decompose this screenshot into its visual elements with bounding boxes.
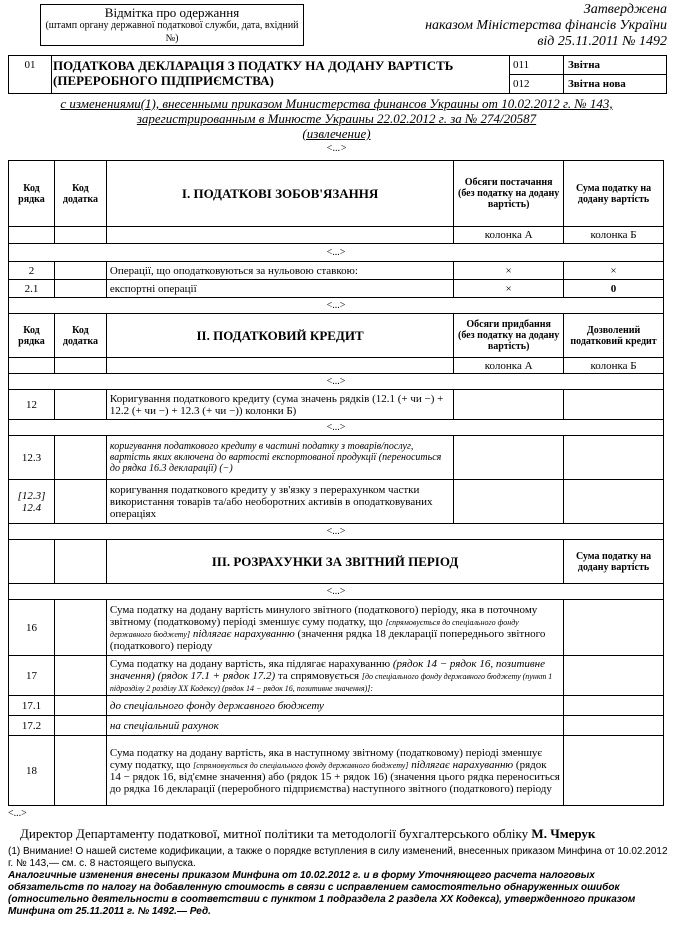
row-value-a[interactable] xyxy=(454,436,564,480)
row-value-b[interactable]: × xyxy=(564,262,664,280)
row-code: 17 xyxy=(9,656,55,696)
report-type-num: 011 xyxy=(510,56,564,74)
row-value-a[interactable] xyxy=(454,390,564,420)
row-value-a[interactable]: × xyxy=(454,262,564,280)
row-text xyxy=(106,600,563,656)
report-type-row[interactable] xyxy=(510,56,667,75)
row-text-italic: підлягає нарахуванню xyxy=(192,627,295,640)
table-row xyxy=(9,262,664,280)
col-a-label: колонка А xyxy=(454,227,564,244)
row-code: 18 xyxy=(9,736,55,806)
row-value-a[interactable] xyxy=(454,480,564,524)
row-code: 12.3 xyxy=(9,436,55,480)
table-row xyxy=(9,280,664,298)
approved-line-2: наказом Міністерства фінансів України xyxy=(425,18,667,33)
footer-ellipsis: <...> xyxy=(8,808,27,819)
note-paragraph-1: (1) Внимание! О нашей системе кодификации, а также о порядке вступления в силу изменений, внесенных приказом Минфина от 10.02.2012 г. № 143,— см. с. 8 настоящего выпуска. xyxy=(8,846,668,869)
section-3-header xyxy=(9,540,664,584)
director-title: Директор Департаменту податкової, митної політики та методології бухгалтерського обліку xyxy=(20,826,529,841)
declaration-header xyxy=(8,55,667,94)
table-row xyxy=(9,390,664,420)
col-b-header: Дозволений податковий кредит xyxy=(564,314,664,358)
ellipsis: <...> xyxy=(9,374,664,390)
row-value-a[interactable]: × xyxy=(454,280,564,298)
col-appendix-code: Код додатка xyxy=(54,314,106,358)
stamp-subtitle: (штамп органу державної податкової служби, дата, вхідний №) xyxy=(45,20,299,44)
row-value-b[interactable] xyxy=(564,600,664,656)
table-row xyxy=(9,436,664,480)
report-type-label: Звітна нова xyxy=(568,78,626,90)
ellipsis: <...> xyxy=(9,524,664,540)
approved-line-3: від 25.11.2011 № 1492 xyxy=(537,34,667,49)
row-text-small: [спрямовується до спеціального фонду державного бюджету] xyxy=(109,617,519,639)
row-text-main: Сума податку на додану вартість минулого звітного (податкового) періоду, яка в поточному звітному (податковому) періоді зменшує суму податку, що xyxy=(109,603,538,628)
row-text xyxy=(106,736,563,806)
row-text-main: Сума податку на додану вартість, яка підлягає нарахуванню xyxy=(109,657,391,670)
row-text-small: [спрямовується до спеціального фонду державного бюджету] xyxy=(193,760,409,770)
amendments-line-2: зарегистрированным в Минюсте Украины 22.02.2012 г. за № 274/20587 xyxy=(136,111,537,126)
section-1-header xyxy=(9,161,664,227)
report-type-codes xyxy=(509,56,667,93)
col-row-code: Код рядка xyxy=(9,161,55,227)
section-2-header xyxy=(9,314,664,358)
table-row xyxy=(9,656,664,696)
ellipsis: <...> xyxy=(9,584,664,600)
table-row xyxy=(9,480,664,524)
table-row xyxy=(9,716,664,736)
ellipsis: <...> xyxy=(9,298,664,314)
row-text-tail: та спрямовується xyxy=(277,669,360,682)
row-code: 17.1 xyxy=(9,696,55,716)
row-text-tail: (рядок 14 − рядок 16, від'ємне значення) або (рядок 15 + рядок 16) (значення цього рядка переноситься до рядка 16 декларації (переробного підприємства) наступного звітного (податкового) періоду xyxy=(109,758,560,795)
ellipsis: <...> xyxy=(326,143,347,154)
row-code: [12.3] 12.4 xyxy=(9,480,55,524)
report-type-row[interactable] xyxy=(510,75,667,93)
ellipsis: <...> xyxy=(9,244,664,262)
declaration-title: ПОДАТКОВА ДЕКЛАРАЦІЯ З ПОДАТКУ НА ДОДАНУ ВАРТІСТЬ (ПЕРЕРОБНОГО ПІДПРИЄМСТВА) xyxy=(53,58,454,88)
section-2-title: II. ПОДАТКОВИЙ КРЕДИТ xyxy=(106,314,453,358)
row-value-b[interactable] xyxy=(564,656,664,696)
row-text: Коригування податкового кредиту (сума значень рядків (12.1 (+ чи −) + 12.2 (+ чи −) + 12.3 (+ чи −)) колонки Б) xyxy=(106,390,453,420)
row-value-b[interactable] xyxy=(564,696,664,716)
col-b-label: колонка Б xyxy=(564,358,664,374)
row-text-italic: підлягає нарахуванню xyxy=(411,758,514,771)
row-text: на спеціальний рахунок xyxy=(106,716,563,736)
col-a-header: Обсяги постачання (без податку на додану вартість) xyxy=(454,161,564,227)
approval-note xyxy=(337,2,667,50)
row-value-b[interactable] xyxy=(564,736,664,806)
director-signature-line xyxy=(20,826,670,842)
table-row xyxy=(9,736,664,806)
approved-line-1: Затверджена xyxy=(583,2,667,17)
col-b-header: Сума податку на додану вартість xyxy=(564,540,664,584)
col-row-code: Код рядка xyxy=(9,314,55,358)
row-text: Операції, що оподатковуються за нульовою ставкою: xyxy=(106,262,453,280)
stamp-title: Відмітка про одержання xyxy=(104,5,240,20)
row-text: експортні операції xyxy=(106,280,453,298)
ellipsis: <...> xyxy=(9,420,664,436)
table-row xyxy=(9,696,664,716)
note-paragraph-2: Аналогичные изменения внесены приказом Минфина от 10.02.2012 г. и в форму Уточняющего расчета налоговых обязательств по налогу на добавленную стоимость в связи с исправлением самостоятельно обнаруженных ошибок (относительно деятельности в соответствии с пунктом 1 подраздела 2 раздела XX Кодекса), утвержденного приказом Минфина от 25.11.2011 г. № 1492.— Ред. xyxy=(8,870,636,917)
row-code: 12 xyxy=(9,390,55,420)
amendments-note xyxy=(8,96,665,156)
header-code: 01 xyxy=(9,56,52,93)
row-value-b[interactable] xyxy=(564,716,664,736)
section-1-title: I. ПОДАТКОВІ ЗОБОВ'ЯЗАННЯ xyxy=(106,161,453,227)
row-value-b[interactable]: 0 xyxy=(564,280,664,298)
row-text xyxy=(106,656,563,696)
row-text-italic: (рядок 14 − рядок 16, позитивне значення) (рядок 17.1 + рядок 17.2) xyxy=(109,657,546,682)
receipt-stamp-box xyxy=(40,4,304,46)
row-code: 2.1 xyxy=(9,280,55,298)
row-text: коригування податкового кредиту у зв'язку з перерахунком частки використання товарів та/або необоротних активів в оподатковуваних операціях xyxy=(106,480,453,524)
row-code: 2 xyxy=(9,262,55,280)
row-value-b[interactable] xyxy=(564,436,664,480)
director-name: М. Чмерук xyxy=(531,826,596,841)
row-code: 16 xyxy=(9,600,55,656)
row-text: до спеціального фонду державного бюджету xyxy=(106,696,563,716)
row-text: коригування податкового кредиту в частині податку з товарів/послуг, вартість яких включена до вартості експортованої продукції (переноситься до рядка 16.3 декларації) (−) xyxy=(106,436,453,480)
col-b-header: Сума податку на додану вартість xyxy=(564,161,664,227)
row-value-b[interactable] xyxy=(564,390,664,420)
amendments-line-1: с изменениями(1), внесенными приказом Министерства финансов Украины от 10.02.2012 г. № 143, xyxy=(60,96,613,111)
row-text-small: [до спеціального фонду державного бюджету (пункт 1 підрозділу 2 розділу XX Кодексу) (рядок 14 − рядок 16, позитивне значення)]: xyxy=(109,671,553,693)
col-b-label: колонка Б xyxy=(564,227,664,244)
extract-label: (извлечение) xyxy=(302,126,371,141)
editorial-note xyxy=(8,846,668,918)
section-3-title: III. РОЗРАХУНКИ ЗА ЗВІТНИЙ ПЕРІОД xyxy=(106,540,563,584)
table-row xyxy=(9,600,664,656)
row-text-tail: (значення рядка 18 декларації попереднього звітного (податкового) періоду xyxy=(109,627,546,652)
row-text-main: Сума податку на додану вартість, яка в наступному звітному (податковому) періоді зменшує суму податку, що xyxy=(109,746,543,771)
col-a-header: Обсяги придбання (без податку на додану вартість) xyxy=(454,314,564,358)
report-type-label: Звітна xyxy=(568,59,601,71)
col-appendix-code: Код додатка xyxy=(54,161,106,227)
report-type-num: 012 xyxy=(510,75,564,93)
row-value-b[interactable] xyxy=(564,480,664,524)
col-a-label: колонка А xyxy=(454,358,564,374)
row-code: 17.2 xyxy=(9,716,55,736)
declaration-table xyxy=(8,160,664,806)
